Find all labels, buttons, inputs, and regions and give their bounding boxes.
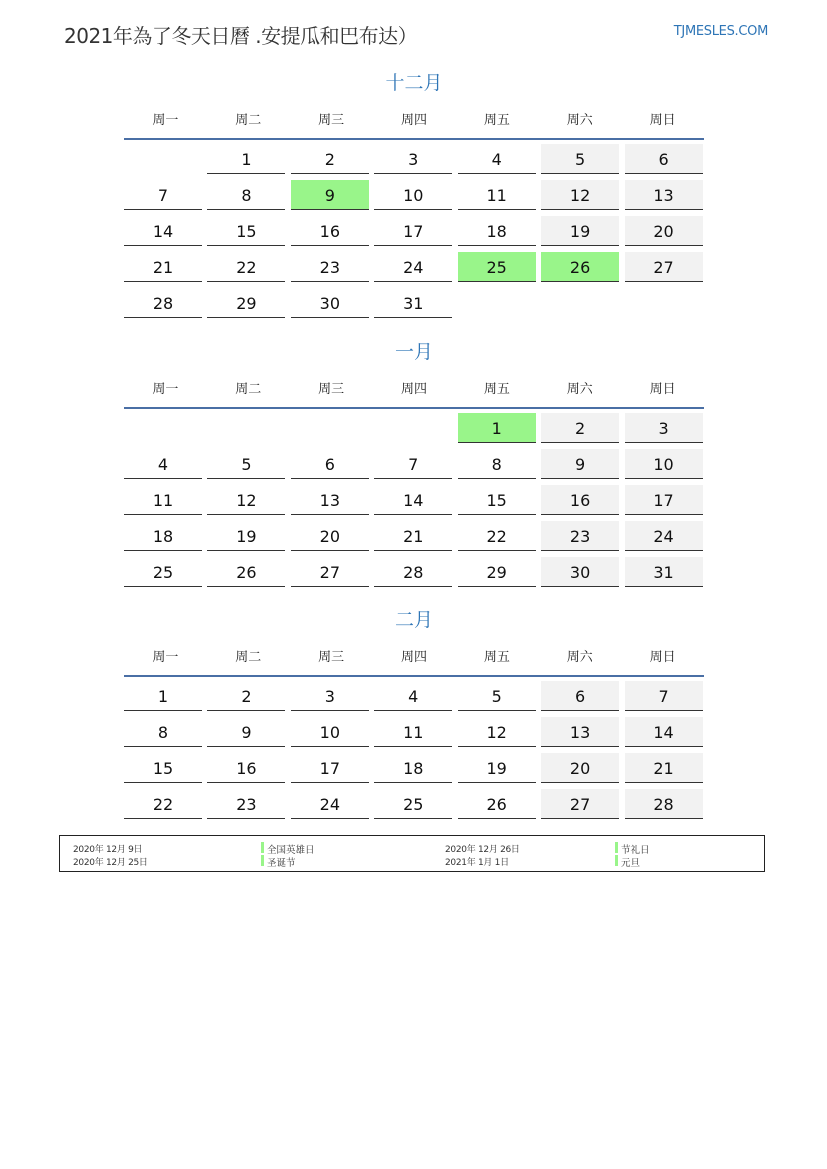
day-cell: 25 [374,789,452,819]
weekday-header [124,635,704,677]
legend-date: 2021年 1月 1日 [445,858,509,868]
month-december [124,68,704,324]
day-cell: 30 [291,288,369,318]
day-cell: 11 [374,717,452,747]
weekday-header [124,367,704,409]
weekday-label: 周五 [483,649,510,665]
weekday-label: 周六 [566,112,593,128]
day-cell: 7 [374,449,452,479]
day-cell: 6 [291,449,369,479]
day-cell: 27 [291,557,369,587]
page-title: 2021年為了冬天日曆 .安提瓜和巴布达） [64,24,418,48]
day-cell: 28 [124,288,202,318]
weekday-label: 周日 [649,112,676,128]
day-cell: 14 [625,717,703,747]
day-cell: 6 [541,681,619,711]
weekday-label: 周六 [566,381,593,397]
day-cell: 26 [458,789,536,819]
day-cell: 23 [541,521,619,551]
day-cell: 27 [541,789,619,819]
day-cell: 8 [458,449,536,479]
day-cell: 10 [291,717,369,747]
brand-link[interactable]: TJMESLES.COM [673,24,768,39]
day-cell: 17 [291,753,369,783]
day-cell: 19 [541,216,619,246]
weekday-label: 周日 [649,381,676,397]
day-cell: 19 [458,753,536,783]
month-january [124,337,704,593]
weekday-label: 周四 [401,649,428,665]
weekday-label: 周五 [483,112,510,128]
day-cell: 24 [291,789,369,819]
weekday-label: 周一 [152,649,179,665]
day-cell: 9 [541,449,619,479]
day-cell: 7 [625,681,703,711]
day-cell: 12 [207,485,285,515]
empty-cell [291,413,369,443]
weekday-label: 周一 [152,112,179,128]
weekday-label: 周二 [235,649,262,665]
day-cell: 14 [374,485,452,515]
day-cell: 18 [374,753,452,783]
day-cell: 21 [374,521,452,551]
day-cell: 5 [207,449,285,479]
day-cell: 19 [207,521,285,551]
weekday-label: 周日 [649,649,676,665]
weekday-label: 周三 [318,112,345,128]
day-cell: 13 [625,180,703,210]
holiday-day-cell: 9 [291,180,369,210]
legend-date: 2020年 12月 25日 [73,858,148,868]
day-cell: 9 [207,717,285,747]
holiday-day-cell: 26 [541,252,619,282]
day-cell: 1 [124,681,202,711]
legend-holiday-name: 圣诞节 [261,855,296,869]
day-cell: 23 [291,252,369,282]
day-cell: 31 [374,288,452,318]
empty-cell [207,413,285,443]
day-cell: 18 [458,216,536,246]
month-title: 一月 [394,341,433,363]
day-cell: 22 [124,789,202,819]
legend-holiday-name: 节礼日 [615,842,650,856]
day-cell: 20 [625,216,703,246]
weekday-label: 周四 [401,112,428,128]
day-cell: 6 [625,144,703,174]
day-cell: 8 [207,180,285,210]
day-cell: 16 [291,216,369,246]
day-cell: 11 [458,180,536,210]
weekday-label: 周三 [318,649,345,665]
empty-cell [374,413,452,443]
day-cell: 30 [541,557,619,587]
day-cell: 21 [124,252,202,282]
day-cell: 20 [541,753,619,783]
day-cell: 29 [458,557,536,587]
legend-holiday-name: 元旦 [615,855,640,869]
day-cell: 3 [374,144,452,174]
day-cell: 10 [374,180,452,210]
day-cell: 17 [374,216,452,246]
day-cell: 5 [458,681,536,711]
day-cell: 2 [541,413,619,443]
holiday-legend [59,835,765,872]
weekday-label: 周一 [152,381,179,397]
day-cell: 25 [124,557,202,587]
day-cell: 24 [374,252,452,282]
legend-date: 2020年 12月 26日 [445,845,520,855]
day-cell: 4 [374,681,452,711]
day-cell: 31 [625,557,703,587]
day-cell: 16 [541,485,619,515]
day-cell: 1 [207,144,285,174]
day-cell: 8 [124,717,202,747]
empty-cell [124,144,202,174]
day-cell: 20 [291,521,369,551]
day-cell: 2 [207,681,285,711]
day-cell: 13 [291,485,369,515]
month-title: 十二月 [385,72,443,94]
weekday-label: 周二 [235,112,262,128]
day-cell: 12 [458,717,536,747]
legend-date: 2020年 12月 9日 [73,845,143,855]
day-cell: 24 [625,521,703,551]
day-cell: 17 [625,485,703,515]
day-cell: 7 [124,180,202,210]
month-title: 二月 [394,609,433,631]
day-cell: 16 [207,753,285,783]
day-cell: 28 [374,557,452,587]
weekday-label: 周四 [401,381,428,397]
holiday-day-cell: 25 [458,252,536,282]
day-cell: 4 [458,144,536,174]
day-cell: 15 [124,753,202,783]
weekday-label: 周六 [566,649,593,665]
day-cell: 15 [458,485,536,515]
day-cell: 29 [207,288,285,318]
day-cell: 11 [124,485,202,515]
day-cell: 22 [207,252,285,282]
day-cell: 22 [458,521,536,551]
weekday-label: 周五 [483,381,510,397]
day-cell: 15 [207,216,285,246]
day-cell: 23 [207,789,285,819]
month-february [124,605,704,825]
day-grid [124,677,704,825]
day-grid [124,140,704,324]
empty-cell [124,413,202,443]
day-cell: 3 [291,681,369,711]
day-cell: 4 [124,449,202,479]
day-cell: 21 [625,753,703,783]
day-cell: 18 [124,521,202,551]
weekday-label: 周三 [318,381,345,397]
weekday-label: 周二 [235,381,262,397]
day-cell: 3 [625,413,703,443]
day-cell: 28 [625,789,703,819]
day-grid [124,409,704,593]
day-cell: 14 [124,216,202,246]
day-cell: 5 [541,144,619,174]
day-cell: 26 [207,557,285,587]
weekday-header [124,98,704,140]
day-cell: 12 [541,180,619,210]
holiday-day-cell: 1 [458,413,536,443]
day-cell: 10 [625,449,703,479]
day-cell: 13 [541,717,619,747]
day-cell: 2 [291,144,369,174]
legend-holiday-name: 全国英雄日 [261,842,315,856]
day-cell: 27 [625,252,703,282]
